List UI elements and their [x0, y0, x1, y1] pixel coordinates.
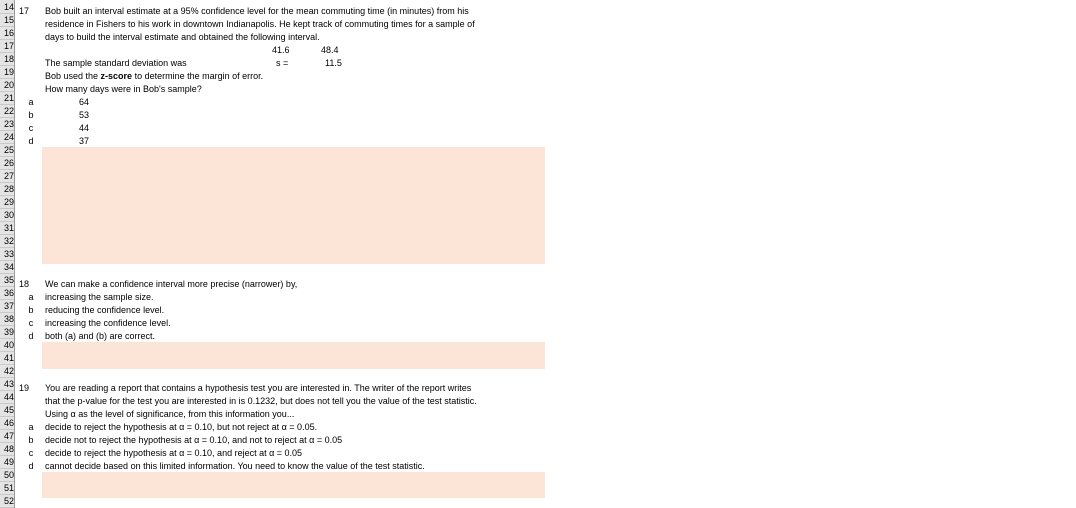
row-number[interactable]: 20 — [0, 79, 14, 92]
interval-low-cell[interactable]: 41.6 — [272, 45, 290, 55]
row-number[interactable]: 43 — [0, 378, 14, 391]
choice-value[interactable]: 53 — [78, 110, 89, 120]
row-number[interactable]: 26 — [0, 157, 14, 170]
row-number[interactable]: 30 — [0, 209, 14, 222]
row-number[interactable]: 24 — [0, 131, 14, 144]
zscore-text[interactable] — [45, 70, 263, 83]
row-number[interactable]: 27 — [0, 170, 14, 183]
q17-text-line2[interactable]: residence in Fishers to his work in downtown Indianapolis. He kept track of commuting times for a sample of — [45, 19, 475, 29]
choice-text[interactable]: decide not to reject the hypothesis at α = 0.10, and not to reject at α = 0.05 — [45, 435, 343, 445]
row-number[interactable]: 15 — [0, 14, 14, 27]
row-number[interactable]: 40 — [0, 339, 14, 352]
s-label[interactable]: s = — [276, 58, 289, 68]
question-number[interactable]: 18 — [19, 279, 30, 289]
row-number[interactable]: 16 — [0, 27, 14, 40]
choice-letter[interactable]: c — [28, 448, 34, 458]
sd-text[interactable]: The sample standard deviation was — [45, 58, 187, 68]
choice-letter[interactable]: d — [28, 136, 34, 146]
choice-letter[interactable]: b — [28, 435, 34, 445]
choice-letter[interactable]: c — [28, 123, 34, 133]
row-number[interactable]: 36 — [0, 287, 14, 300]
row-number[interactable]: 49 — [0, 456, 14, 469]
row-number[interactable]: 35 — [0, 274, 14, 287]
choice-letter[interactable]: b — [28, 110, 34, 120]
row-number[interactable]: 17 — [0, 40, 14, 53]
row-number[interactable]: 28 — [0, 183, 14, 196]
interval-high-cell[interactable]: 48.4 — [321, 45, 339, 55]
row-number[interactable]: 44 — [0, 391, 14, 404]
row-number[interactable]: 45 — [0, 404, 14, 417]
row-number[interactable]: 46 — [0, 417, 14, 430]
q17-question[interactable]: How many days were in Bob's sample? — [45, 84, 202, 94]
choice-text[interactable]: increasing the sample size. — [45, 292, 154, 302]
row-number[interactable]: 31 — [0, 222, 14, 235]
choice-text[interactable]: increasing the confidence level. — [45, 318, 171, 328]
row-number[interactable]: 38 — [0, 313, 14, 326]
zscore-pre: Bob used the — [45, 71, 101, 81]
choice-value[interactable]: 44 — [78, 123, 89, 133]
row-number[interactable]: 47 — [0, 430, 14, 443]
row-number[interactable]: 37 — [0, 300, 14, 313]
row-number[interactable]: 39 — [0, 326, 14, 339]
choice-text[interactable]: decide to reject the hypothesis at α = 0.10, but not reject at α = 0.05. — [45, 422, 318, 432]
row-number[interactable]: 19 — [0, 66, 14, 79]
choice-value[interactable]: 37 — [78, 136, 89, 146]
row-number[interactable]: 42 — [0, 365, 14, 378]
answer-area-q17[interactable] — [42, 147, 545, 264]
row-number[interactable]: 34 — [0, 261, 14, 274]
row-number[interactable]: 18 — [0, 53, 14, 66]
question-number[interactable]: 19 — [19, 383, 30, 393]
zscore-bold: z-score — [100, 71, 133, 81]
row-number[interactable]: 52 — [0, 495, 14, 508]
question-number[interactable]: 17 — [19, 6, 30, 16]
q19-text-line1[interactable]: You are reading a report that contains a hypothesis test you are interested in. The writer of the report writes — [45, 383, 472, 393]
q19-text-line2[interactable]: that the p-value for the test you are interested in is 0.1232, but does not tell you the value of the test statistic. — [45, 396, 477, 406]
row-number[interactable]: 22 — [0, 105, 14, 118]
row-number[interactable]: 23 — [0, 118, 14, 131]
row-number[interactable]: 50 — [0, 469, 14, 482]
q18-question[interactable]: We can make a confidence interval more precise (narrower) by, — [45, 279, 298, 289]
row-number[interactable]: 48 — [0, 443, 14, 456]
zscore-post: to determine the margin of error. — [132, 71, 264, 81]
s-value-cell[interactable]: 11.5 — [325, 58, 342, 68]
q19-text-line3[interactable]: Using α as the level of significance, from this information you... — [45, 409, 295, 419]
choice-text[interactable]: cannot decide based on this limited information. You need to know the value of the test statistic. — [45, 461, 425, 471]
choice-letter[interactable]: b — [28, 305, 34, 315]
choice-text[interactable]: both (a) and (b) are correct. — [45, 331, 156, 341]
q17-text-line1[interactable]: Bob built an interval estimate at a 95% confidence level for the mean commuting time (in minutes) from his — [45, 6, 469, 16]
row-number[interactable]: 21 — [0, 92, 14, 105]
row-number[interactable]: 41 — [0, 352, 14, 365]
choice-letter[interactable]: a — [28, 422, 34, 432]
choice-letter[interactable]: d — [28, 461, 34, 471]
choice-text[interactable]: decide to reject the hypothesis at α = 0.10, and reject at α = 0.05 — [45, 448, 303, 458]
choice-value[interactable]: 64 — [78, 97, 89, 107]
answer-area-q18[interactable] — [42, 342, 545, 369]
choice-letter[interactable]: a — [28, 292, 34, 302]
choice-text[interactable]: reducing the confidence level. — [45, 305, 165, 315]
row-header-column[interactable] — [0, 0, 15, 508]
row-number[interactable]: 32 — [0, 235, 14, 248]
answer-area-q19[interactable] — [42, 472, 545, 498]
row-number[interactable]: 25 — [0, 144, 14, 157]
choice-letter[interactable]: c — [28, 318, 34, 328]
row-number[interactable]: 51 — [0, 482, 14, 495]
q17-text-line3[interactable]: days to build the interval estimate and obtained the following interval. — [45, 32, 320, 42]
row-number[interactable]: 33 — [0, 248, 14, 261]
choice-letter[interactable]: d — [28, 331, 34, 341]
row-number[interactable]: 14 — [0, 1, 14, 14]
row-number[interactable]: 29 — [0, 196, 14, 209]
choice-letter[interactable]: a — [28, 97, 34, 107]
